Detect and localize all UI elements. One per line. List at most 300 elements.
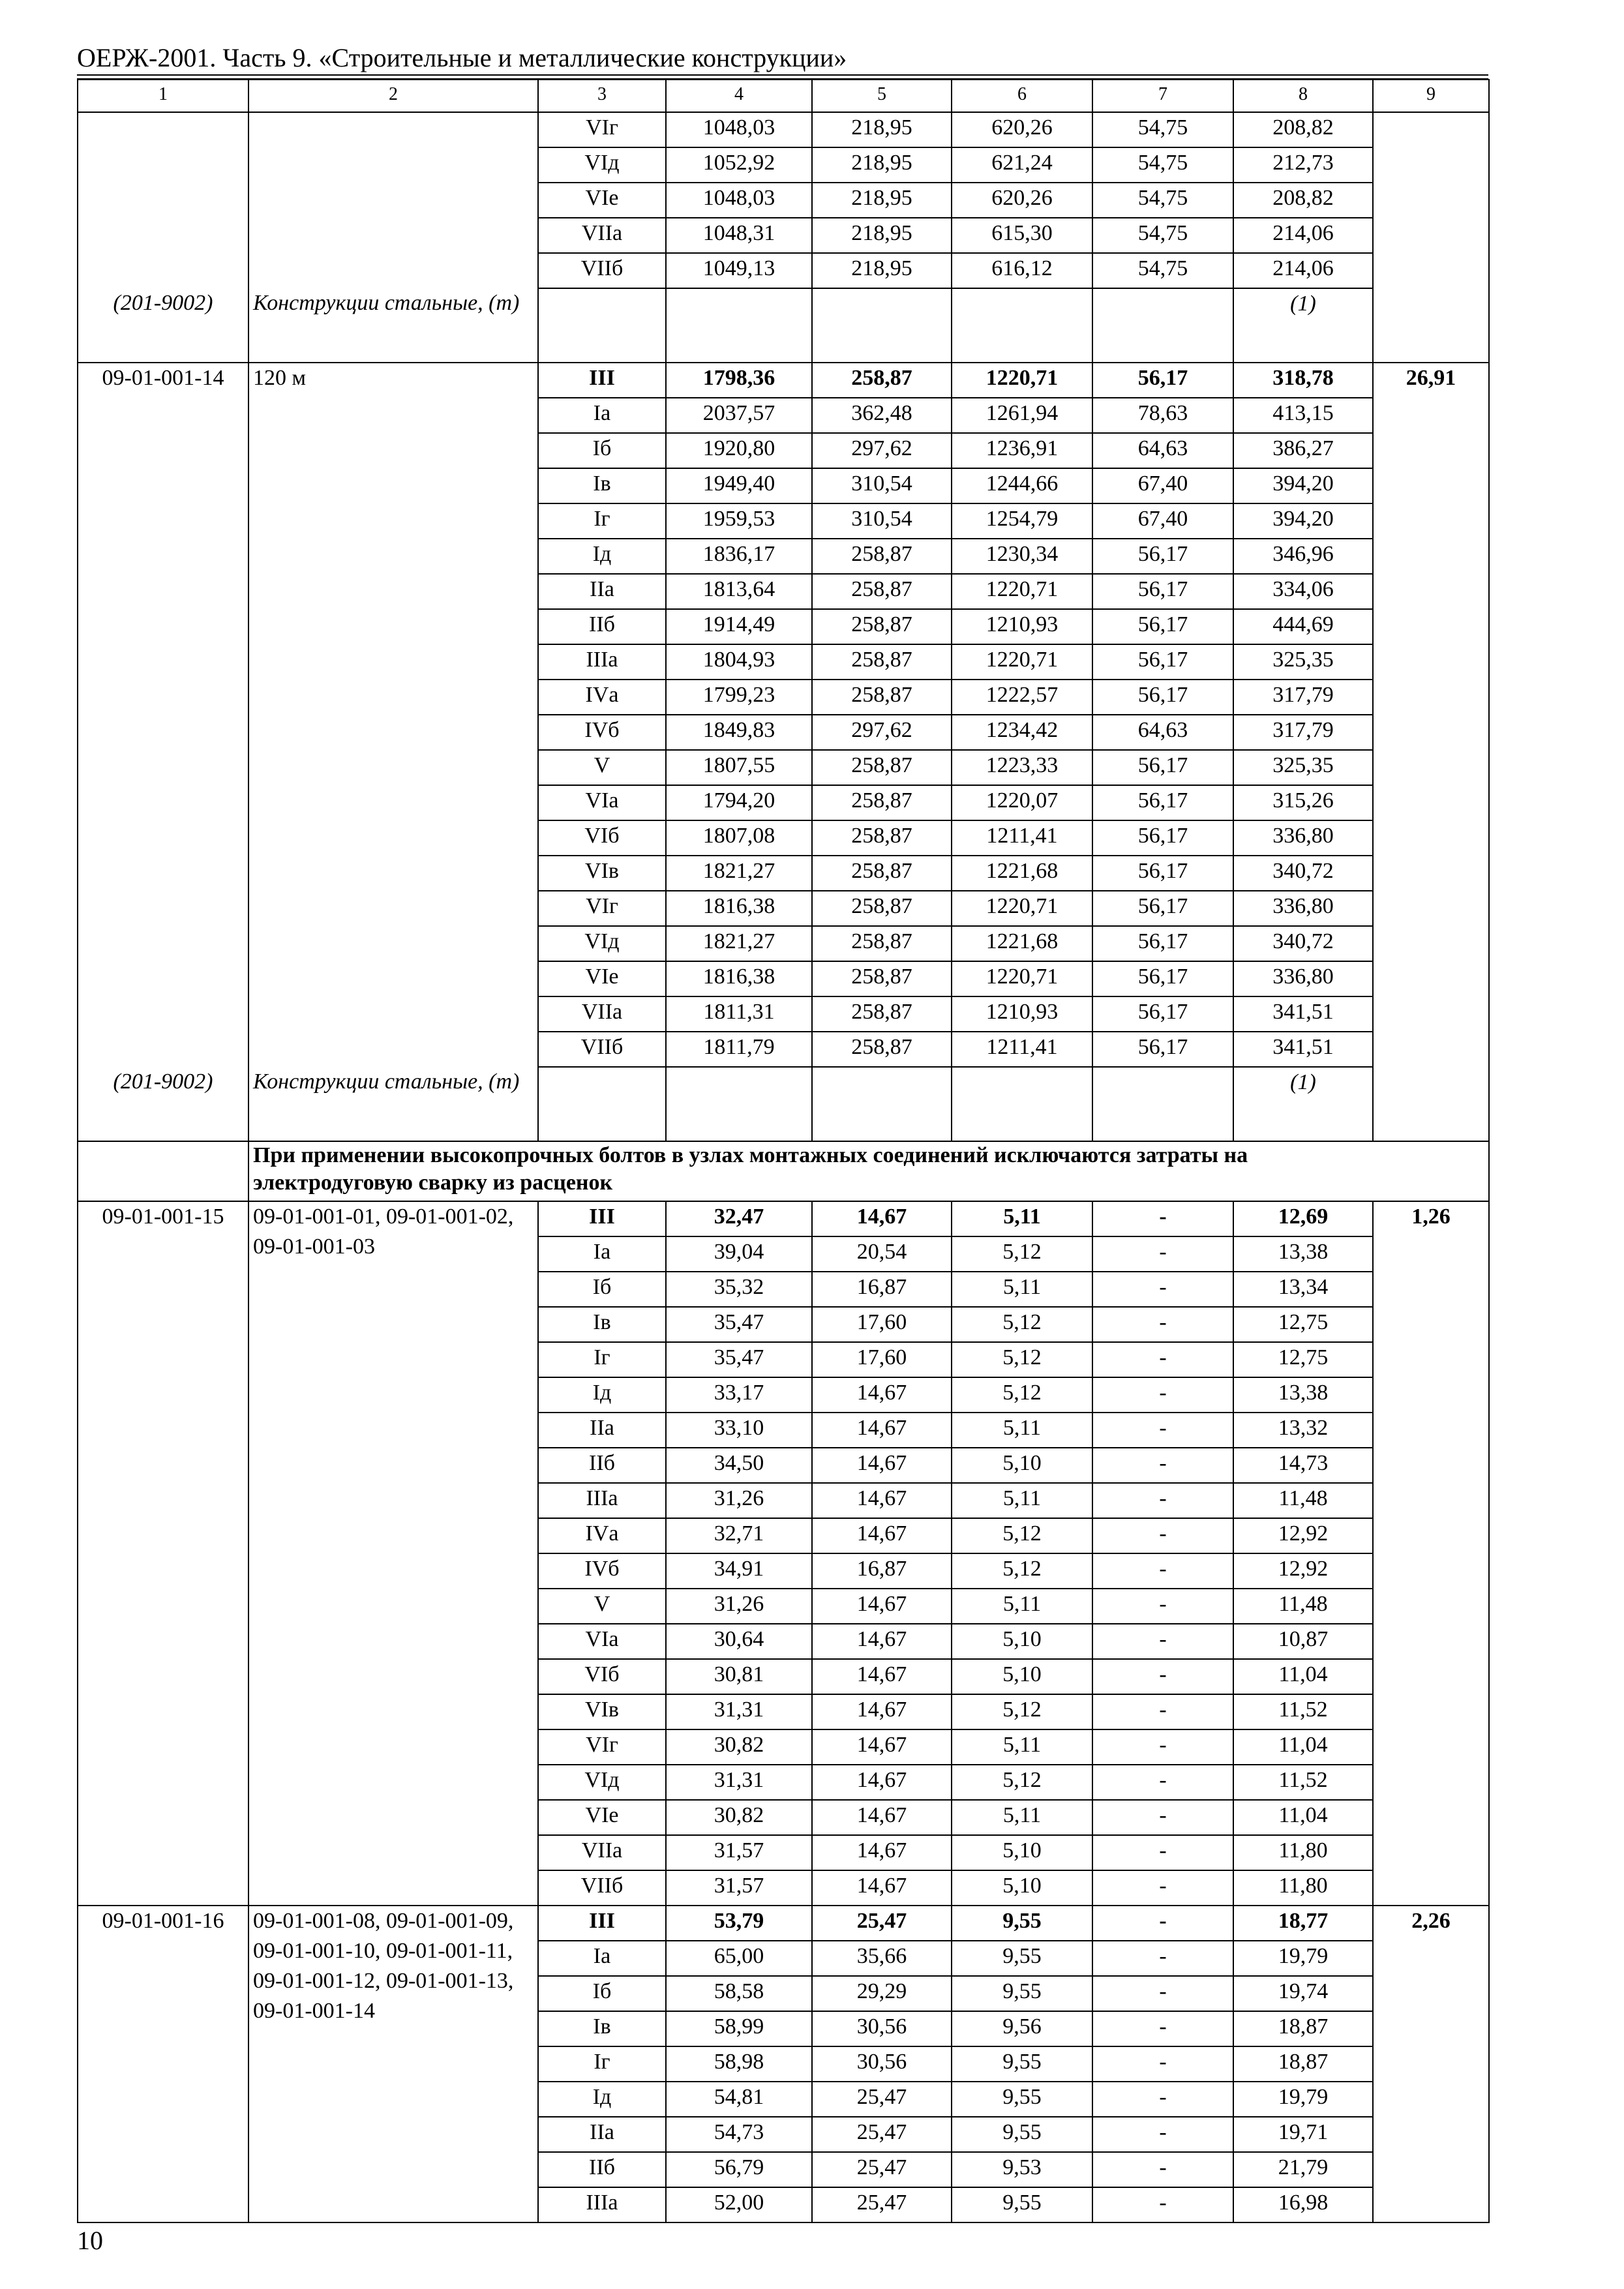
rate-name: [248, 398, 538, 433]
rate-extra: [1373, 503, 1489, 539]
rate-code: [78, 2082, 248, 2117]
rate-code: [78, 503, 248, 539]
rate-extra: 2,26: [1373, 1906, 1489, 1941]
rate-value: 616,12: [952, 253, 1092, 288]
rate-extra: [1373, 1589, 1489, 1624]
rate-value: 16,87: [812, 1272, 952, 1307]
table-row: [78, 1377, 1489, 1413]
rate-value: Iв: [538, 1307, 666, 1342]
rate-value: 5,10: [952, 1624, 1092, 1659]
rate-name: [248, 856, 538, 891]
rate-value: 1794,20: [666, 785, 812, 820]
rate-value: 340,72: [1233, 926, 1373, 961]
rate-name: [248, 1307, 538, 1342]
rate-code: [78, 856, 248, 891]
rate-value: 11,52: [1233, 1694, 1373, 1729]
rate-name: [248, 2152, 538, 2187]
rate-value: 52,00: [666, 2187, 812, 2222]
rate-name: [248, 2187, 538, 2222]
table-row: [78, 1413, 1489, 1448]
table-row: [78, 2152, 1489, 2187]
rate-name: [248, 1413, 538, 1448]
rate-value: 56,17: [1092, 609, 1233, 644]
table-row: [78, 2117, 1489, 2152]
rate-value: 5,11: [952, 1800, 1092, 1835]
table-row: [78, 609, 1489, 644]
rate-code: [78, 1377, 248, 1413]
table-row: [78, 183, 1489, 218]
rate-value: 54,75: [1092, 183, 1233, 218]
rate-value: -: [1092, 1272, 1233, 1307]
rate-value: 615,30: [952, 218, 1092, 253]
note-row: [78, 1141, 1489, 1201]
rate-value: 346,96: [1233, 539, 1373, 574]
table-row: [78, 363, 1489, 398]
rate-value: 336,80: [1233, 891, 1373, 926]
rate-value: 56,17: [1092, 996, 1233, 1032]
rate-extra: [1373, 539, 1489, 574]
rate-value: 1804,93: [666, 644, 812, 680]
table-cell: [666, 288, 812, 363]
column-number: 5: [812, 80, 952, 112]
rate-value: 56,17: [1092, 820, 1233, 856]
rate-name: [248, 574, 538, 609]
rate-code: [78, 183, 248, 218]
rate-name: [248, 1870, 538, 1906]
column-number-row: [78, 80, 1489, 112]
rate-value: -: [1092, 1976, 1233, 2011]
rate-value: VIб: [538, 1659, 666, 1694]
table-row: [78, 468, 1489, 503]
rate-value: Iг: [538, 503, 666, 539]
rate-value: -: [1092, 2082, 1233, 2117]
table-row: [78, 715, 1489, 750]
rate-value: 39,04: [666, 1236, 812, 1272]
rate-value: 1821,27: [666, 926, 812, 961]
rate-value: 35,47: [666, 1307, 812, 1342]
rate-value: 19,79: [1233, 1941, 1373, 1976]
rate-name: [248, 1835, 538, 1870]
rate-code: [78, 218, 248, 253]
rate-value: 14,67: [812, 1448, 952, 1483]
rate-value: 5,10: [952, 1448, 1092, 1483]
rate-value: 1798,36: [666, 363, 812, 398]
rate-name: 120 м: [248, 363, 538, 398]
rate-name: [248, 644, 538, 680]
rate-value: 58,98: [666, 2046, 812, 2082]
rate-value: VIв: [538, 856, 666, 891]
rate-code: [78, 1236, 248, 1272]
rate-value: 11,04: [1233, 1659, 1373, 1694]
rate-extra: [1373, 218, 1489, 253]
rate-extra: [1373, 2046, 1489, 2082]
rate-value: 12,75: [1233, 1342, 1373, 1377]
rate-code: [78, 2152, 248, 2187]
rate-value: 1234,42: [952, 715, 1092, 750]
rate-value: 14,67: [812, 1835, 952, 1870]
rate-name: [248, 1589, 538, 1624]
table-row: [78, 1835, 1489, 1870]
rate-value: 394,20: [1233, 503, 1373, 539]
rate-code: [78, 1589, 248, 1624]
rate-code: [78, 926, 248, 961]
rate-code: [78, 785, 248, 820]
rate-value: 1220,07: [952, 785, 1092, 820]
table-cell: [1373, 288, 1489, 363]
rate-code: [78, 680, 248, 715]
rate-extra: [1373, 1870, 1489, 1906]
column-number: 2: [248, 80, 538, 112]
rate-name: [248, 1800, 538, 1835]
rate-value: 1230,34: [952, 539, 1092, 574]
rate-value: 258,87: [812, 961, 952, 996]
rate-extra: [1373, 147, 1489, 183]
rate-value: Iа: [538, 1236, 666, 1272]
rate-value: 9,55: [952, 2117, 1092, 2152]
rate-extra: [1373, 253, 1489, 288]
rate-value: 1048,03: [666, 112, 812, 147]
rate-value: VIд: [538, 147, 666, 183]
rate-value: 9,53: [952, 2152, 1092, 2187]
rate-extra: [1373, 2011, 1489, 2046]
rate-value: 1221,68: [952, 926, 1092, 961]
rate-value: 14,67: [812, 1694, 952, 1729]
rate-code: [78, 1448, 248, 1483]
rate-value: 56,79: [666, 2152, 812, 2187]
rate-value: 64,63: [1092, 433, 1233, 468]
rate-extra: 26,91: [1373, 363, 1489, 398]
rate-value: 16,87: [812, 1553, 952, 1589]
rate-value: 32,47: [666, 1201, 812, 1236]
rate-value: -: [1092, 1413, 1233, 1448]
rate-value: VIIб: [538, 1870, 666, 1906]
rate-extra: [1373, 1694, 1489, 1729]
rate-name: [248, 433, 538, 468]
rate-value: 56,17: [1092, 363, 1233, 398]
rate-name: [248, 1765, 538, 1800]
rate-code: [78, 253, 248, 288]
rate-code: [78, 1694, 248, 1729]
rate-value: III: [538, 1906, 666, 1941]
rate-code: [78, 1835, 248, 1870]
rate-value: 1811,31: [666, 996, 812, 1032]
rate-value: -: [1092, 1589, 1233, 1624]
rate-extra: [1373, 1976, 1489, 2011]
table-row: [78, 1307, 1489, 1342]
material-code: (201-9002): [78, 288, 248, 363]
rate-value: 341,51: [1233, 1032, 1373, 1067]
rate-value: IIа: [538, 1413, 666, 1448]
table-row: [78, 1800, 1489, 1835]
rate-value: 5,10: [952, 1835, 1092, 1870]
rate-value: 13,32: [1233, 1413, 1373, 1448]
rate-value: VIб: [538, 820, 666, 856]
rate-name: [248, 891, 538, 926]
rate-value: 30,56: [812, 2011, 952, 2046]
rate-value: 14,67: [812, 1483, 952, 1518]
rate-extra: [1373, 1729, 1489, 1765]
rate-code: [78, 2011, 248, 2046]
rate-value: 1244,66: [952, 468, 1092, 503]
rate-value: 1048,03: [666, 183, 812, 218]
rate-value: 336,80: [1233, 961, 1373, 996]
rate-value: 10,87: [1233, 1624, 1373, 1659]
rate-value: 5,12: [952, 1342, 1092, 1377]
rate-value: 1049,13: [666, 253, 812, 288]
rate-code: [78, 1553, 248, 1589]
rate-value: 325,35: [1233, 750, 1373, 785]
rate-value: Iб: [538, 433, 666, 468]
rate-extra: [1373, 856, 1489, 891]
rate-extra: [1373, 2082, 1489, 2117]
rate-value: 9,55: [952, 2082, 1092, 2117]
rate-name: [248, 680, 538, 715]
rate-name: [248, 253, 538, 288]
rate-value: 258,87: [812, 996, 952, 1032]
rate-value: 5,11: [952, 1589, 1092, 1624]
rate-value: 218,95: [812, 147, 952, 183]
rate-value: 13,38: [1233, 1377, 1373, 1413]
rate-extra: [1373, 644, 1489, 680]
material-row: [78, 288, 1489, 363]
rate-value: 12,92: [1233, 1553, 1373, 1589]
rate-value: 1914,49: [666, 609, 812, 644]
rate-value: 5,12: [952, 1765, 1092, 1800]
rate-value: 1220,71: [952, 363, 1092, 398]
rate-value: 58,58: [666, 1976, 812, 2011]
rate-value: 1821,27: [666, 856, 812, 891]
rate-value: 16,98: [1233, 2187, 1373, 2222]
rate-value: 1052,92: [666, 147, 812, 183]
rate-extra: [1373, 715, 1489, 750]
table-cell: [812, 1067, 952, 1141]
rate-value: Iб: [538, 1272, 666, 1307]
rate-name: [248, 609, 538, 644]
rate-value: 11,04: [1233, 1800, 1373, 1835]
table-cell: [1092, 1067, 1233, 1141]
rate-extra: [1373, 112, 1489, 147]
rate-value: 14,67: [812, 1729, 952, 1765]
rate-value: -: [1092, 1236, 1233, 1272]
rate-value: -: [1092, 1553, 1233, 1589]
rate-value: 9,56: [952, 2011, 1092, 2046]
rate-value: 5,10: [952, 1870, 1092, 1906]
rate-value: VIг: [538, 112, 666, 147]
table-row: [78, 218, 1489, 253]
rate-code: 09-01-001-16: [78, 1906, 248, 1941]
rate-value: 78,63: [1092, 398, 1233, 433]
rate-value: 297,62: [812, 433, 952, 468]
rate-name: [248, 1729, 538, 1765]
rate-code: [78, 1307, 248, 1342]
rate-extra: 1,26: [1373, 1201, 1489, 1236]
rate-value: 65,00: [666, 1941, 812, 1976]
rate-value: 19,71: [1233, 2117, 1373, 2152]
table-row: [78, 503, 1489, 539]
rate-extra: [1373, 1448, 1489, 1483]
rate-value: -: [1092, 1624, 1233, 1659]
table-row: [78, 398, 1489, 433]
rate-name: [248, 539, 538, 574]
rate-value: 1836,17: [666, 539, 812, 574]
rate-value: 208,82: [1233, 183, 1373, 218]
table-row: [78, 856, 1489, 891]
rate-value: 1211,41: [952, 1032, 1092, 1067]
rate-value: Iд: [538, 1377, 666, 1413]
column-number: 4: [666, 80, 812, 112]
table-row: [78, 1483, 1489, 1518]
rate-value: IIб: [538, 609, 666, 644]
material-code: (201-9002): [78, 1067, 248, 1141]
rate-extra: [1373, 1032, 1489, 1067]
rate-code: [78, 433, 248, 468]
table-row: [78, 1694, 1489, 1729]
table-row: [78, 961, 1489, 996]
rate-name: [248, 1483, 538, 1518]
rate-name: [248, 218, 538, 253]
rate-value: 34,91: [666, 1553, 812, 1589]
table-row: [78, 147, 1489, 183]
rate-value: 386,27: [1233, 433, 1373, 468]
rate-value: III: [538, 1201, 666, 1236]
rate-value: 258,87: [812, 820, 952, 856]
rate-name: [248, 1906, 538, 2023]
rate-value: IIа: [538, 2117, 666, 2152]
rate-value: 258,87: [812, 680, 952, 715]
table-row: [78, 2187, 1489, 2222]
table-row: [78, 1624, 1489, 1659]
rate-code: [78, 468, 248, 503]
rate-value: -: [1092, 1835, 1233, 1870]
rate-value: 18,77: [1233, 1906, 1373, 1941]
rate-value: 310,54: [812, 468, 952, 503]
rate-value: 30,56: [812, 2046, 952, 2082]
rate-extra: [1373, 820, 1489, 856]
table-row: [78, 750, 1489, 785]
rate-value: 315,26: [1233, 785, 1373, 820]
rate-value: 9,55: [952, 2046, 1092, 2082]
rate-name: [248, 1377, 538, 1413]
material-qty: (1): [1233, 288, 1373, 363]
table-cell: [78, 1141, 248, 1201]
table-row: [78, 891, 1489, 926]
rate-value: 1799,23: [666, 680, 812, 715]
rate-value: 1220,71: [952, 644, 1092, 680]
rate-value: 214,06: [1233, 253, 1373, 288]
rate-value: 258,87: [812, 574, 952, 609]
rate-value: -: [1092, 1377, 1233, 1413]
table-row: [78, 1906, 1489, 1941]
page-number: 10: [77, 2226, 103, 2255]
rate-name: [248, 147, 538, 183]
rate-value: VIа: [538, 1624, 666, 1659]
rate-value: 54,75: [1092, 253, 1233, 288]
rate-value: 11,04: [1233, 1729, 1373, 1765]
rate-value: -: [1092, 1201, 1233, 1236]
rate-extra: [1373, 891, 1489, 926]
rate-value: 1816,38: [666, 961, 812, 996]
table-row: [78, 1659, 1489, 1694]
table-row: [78, 1272, 1489, 1307]
rate-value: -: [1092, 1448, 1233, 1483]
rate-value: 1816,38: [666, 891, 812, 926]
rate-value: 54,73: [666, 2117, 812, 2152]
rate-value: 1254,79: [952, 503, 1092, 539]
rate-name-text: 09-01-001-01, 09-01-001-02, 09-01-001-03: [253, 1204, 514, 1259]
column-number: 8: [1233, 80, 1373, 112]
table-row: [78, 820, 1489, 856]
rate-value: 11,52: [1233, 1765, 1373, 1800]
rate-extra: [1373, 1413, 1489, 1448]
rate-value: 1920,80: [666, 433, 812, 468]
rate-value: 1210,93: [952, 609, 1092, 644]
rate-value: IIIа: [538, 1483, 666, 1518]
rate-value: V: [538, 750, 666, 785]
table-row: [78, 1342, 1489, 1377]
rate-value: 14,67: [812, 1413, 952, 1448]
rate-name: [248, 1448, 538, 1483]
rate-value: VIе: [538, 183, 666, 218]
rate-value: 341,51: [1233, 996, 1373, 1032]
rate-value: 54,75: [1092, 218, 1233, 253]
rate-value: 413,15: [1233, 398, 1373, 433]
rate-value: 208,82: [1233, 112, 1373, 147]
rate-code: [78, 1729, 248, 1765]
material-qty: (1): [1233, 1067, 1373, 1141]
rate-code: [78, 644, 248, 680]
rate-value: 35,66: [812, 1941, 952, 1976]
rate-value: Iг: [538, 1342, 666, 1377]
rate-value: 1211,41: [952, 820, 1092, 856]
rate-value: 35,32: [666, 1272, 812, 1307]
rate-value: 14,67: [812, 1765, 952, 1800]
rate-value: VIв: [538, 1694, 666, 1729]
rate-value: 317,79: [1233, 715, 1373, 750]
rate-value: 218,95: [812, 112, 952, 147]
rate-code: 09-01-001-14: [78, 363, 248, 398]
rate-value: 53,79: [666, 1906, 812, 1941]
rate-name: [248, 750, 538, 785]
rate-value: 1220,71: [952, 891, 1092, 926]
rate-value: VIг: [538, 1729, 666, 1765]
table-row: [78, 1553, 1489, 1589]
rate-value: 56,17: [1092, 785, 1233, 820]
rate-value: -: [1092, 2117, 1233, 2152]
rate-value: VIд: [538, 1765, 666, 1800]
rate-value: Iг: [538, 2046, 666, 2082]
rate-value: 25,47: [812, 2187, 952, 2222]
rate-extra: [1373, 1518, 1489, 1553]
table-row: [78, 574, 1489, 609]
rate-code: [78, 1976, 248, 2011]
rate-value: -: [1092, 1800, 1233, 1835]
rate-value: 2037,57: [666, 398, 812, 433]
rate-value: 14,67: [812, 1659, 952, 1694]
rate-value: 5,11: [952, 1201, 1092, 1236]
rate-value: 9,55: [952, 1976, 1092, 2011]
rate-extra: [1373, 609, 1489, 644]
rate-name-text: 09-01-001-08, 09-01-001-09, 09-01-001-10, 09-01-001-11, 09-01-001-12, 09-01-001-13, 09-01-001-14: [253, 1909, 514, 2023]
rate-value: -: [1092, 1659, 1233, 1694]
rate-value: 1222,57: [952, 680, 1092, 715]
rate-value: 32,71: [666, 1518, 812, 1553]
rate-value: 1813,64: [666, 574, 812, 609]
table-row: [78, 1870, 1489, 1906]
rate-value: 258,87: [812, 644, 952, 680]
rate-value: 56,17: [1092, 856, 1233, 891]
rate-value: IVа: [538, 1518, 666, 1553]
rate-name: [248, 1272, 538, 1307]
